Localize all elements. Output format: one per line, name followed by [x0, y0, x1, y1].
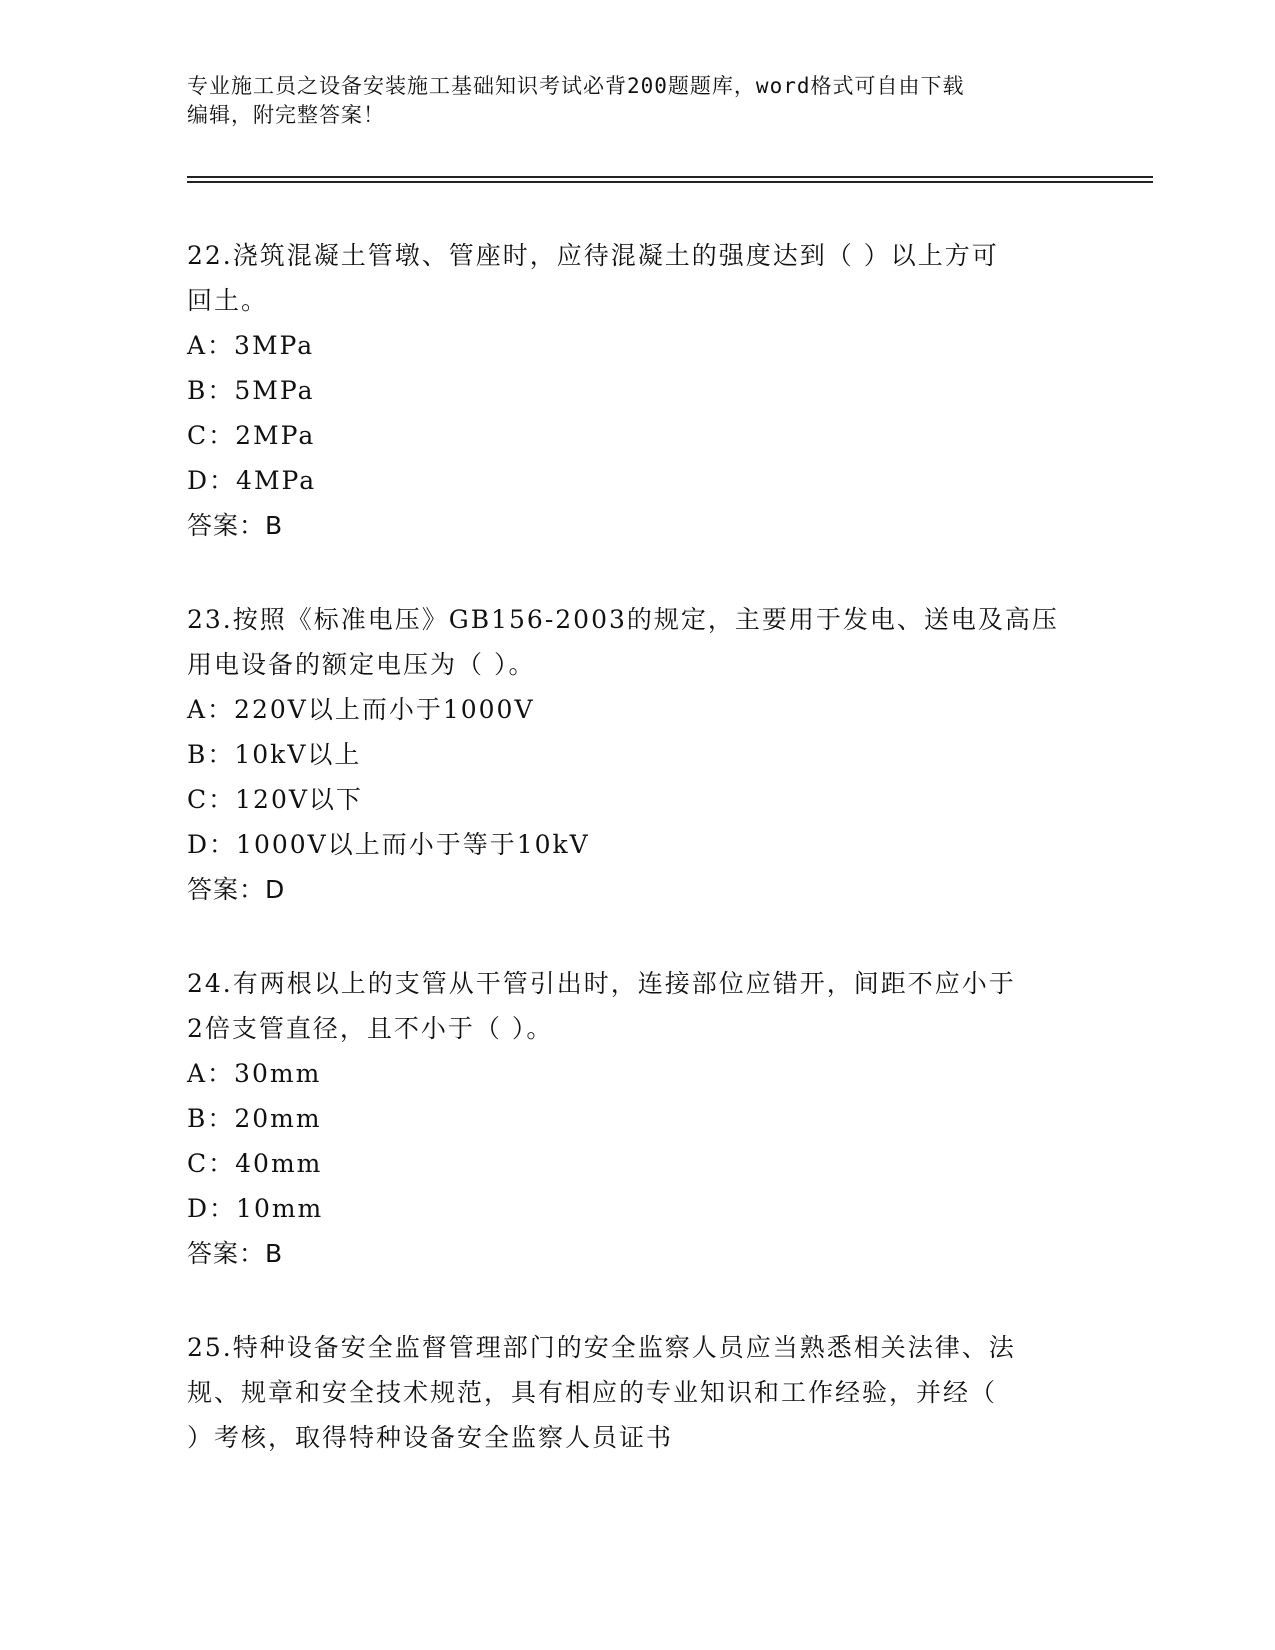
question-23 [187, 597, 1087, 912]
question-stem-line: 25.特种设备安全监督管理部门的安全监察人员应当熟悉相关法律、法 [187, 1333, 1016, 1362]
option-c: C：2MPa [187, 421, 316, 450]
question-25 [187, 1325, 1087, 1460]
question-stem [187, 233, 1087, 323]
question-24 [187, 961, 1087, 1276]
question-stem [187, 961, 1087, 1051]
question-stem-line: 2倍支管直径，且不小于（ ）。 [187, 1014, 554, 1043]
option-a: A：3MPa [187, 331, 315, 360]
question-stem [187, 597, 1087, 687]
option-a: A：220V以上而小于1000V [187, 695, 535, 724]
option-c: C：40mm [187, 1149, 323, 1178]
answer-label: 答案：D [187, 875, 286, 904]
question-22 [187, 233, 1087, 548]
answer-label: 答案：B [187, 1239, 284, 1268]
option-b: B：5MPa [187, 376, 315, 405]
header-divider-bottom [187, 181, 1153, 183]
document-header [187, 72, 1067, 130]
option-d: D：1000V以上而小于等于10kV [187, 830, 590, 859]
option-c: C：120V以下 [187, 785, 363, 814]
question-stem-line: 24.有两根以上的支管从干管引出时，连接部位应错开，间距不应小于 [187, 969, 1016, 998]
question-stem-line: 用电设备的额定电压为（ ）。 [187, 650, 536, 679]
header-line-2: 编辑，附完整答案！ [187, 103, 385, 127]
option-d: D：10mm [187, 1194, 324, 1223]
option-d: D：4MPa [187, 466, 317, 495]
header-line-1: 专业施工员之设备安装施工基础知识考试必背200题题库，word格式可自由下载 [187, 74, 965, 98]
question-stem-line: 回土。 [187, 286, 269, 315]
option-a: A：30mm [187, 1059, 322, 1088]
header-divider-top [187, 176, 1153, 178]
option-b: B：10kV以上 [187, 740, 362, 769]
question-stem-line: 22.浇筑混凝土管墩、管座时，应待混凝土的强度达到（ ）以上方可 [187, 241, 999, 270]
question-stem-line: ）考核，取得特种设备安全监察人员证书 [187, 1423, 674, 1452]
answer-label: 答案：B [187, 511, 284, 540]
question-stem-line: 规、规章和安全技术规范，具有相应的专业知识和工作经验，并经（ [187, 1378, 998, 1407]
question-stem [187, 1325, 1087, 1460]
option-b: B：20mm [187, 1104, 322, 1133]
question-stem-line: 23.按照《标准电压》GB156-2003的规定，主要用于发电、送电及高压 [187, 605, 1059, 634]
